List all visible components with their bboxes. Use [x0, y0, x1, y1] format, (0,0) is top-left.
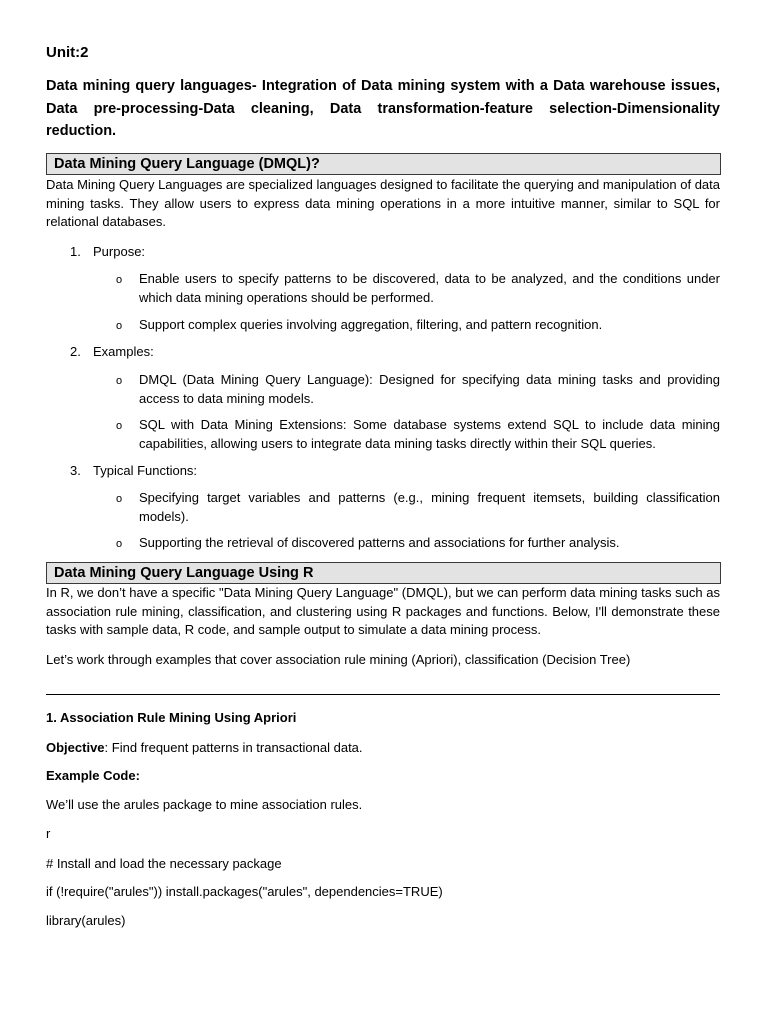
code-line: We’ll use the arules package to mine association rules. — [46, 797, 363, 812]
list-number: 2. — [70, 344, 81, 359]
objective-line — [46, 739, 363, 758]
code-line: r — [46, 826, 51, 841]
bullet-icon: o — [116, 420, 123, 432]
bullet-icon: o — [116, 375, 123, 387]
bullet-text: DMQL (Data Mining Query Language): Designed for specifying data mining tasks and providing access to data mining models. — [139, 372, 720, 406]
unit-label: Unit:2 — [46, 44, 89, 61]
list-item-label: Examples: — [93, 344, 154, 359]
bullet-icon: o — [116, 274, 123, 286]
bullet-text: Specifying target variables and patterns (e.g., mining frequent itemsets, building classification models). — [139, 490, 720, 524]
bullet-text: Support complex queries involving aggregation, filtering, and pattern recognition. — [139, 317, 603, 332]
objective-label: Objective — [46, 740, 105, 755]
section-heading-dmql: Data Mining Query Language (DMQL)? — [46, 153, 721, 175]
bullet-text: Enable users to specify patterns to be discovered, data to be analyzed, and the conditions under which data mining operations should be performed. — [139, 271, 720, 305]
bullet-text: SQL with Data Mining Extensions: Some database systems extend SQL to include data mining capabilities, allowing users to integrate data mining tasks directly within their SQL queries. — [139, 417, 720, 451]
code-line: library(arules) — [46, 913, 126, 928]
bullet-icon: o — [116, 320, 123, 332]
horizontal-rule — [46, 694, 720, 695]
list-item-label: Purpose: — [93, 244, 146, 259]
section-heading-dmql-r: Data Mining Query Language Using R — [46, 562, 721, 584]
bullet-icon: o — [116, 538, 123, 550]
list-item-label: Typical Functions: — [93, 463, 198, 478]
list-number: 1. — [70, 244, 81, 259]
objective-text: : Find frequent patterns in transactional data. — [104, 740, 363, 755]
code-line: if (!require("arules")) install.packages("arules", dependencies=TRUE) — [46, 884, 443, 899]
r-examples-paragraph: Let’s work through examples that cover association rule mining (Apriori), classification (Decision Tree) — [46, 652, 631, 667]
r-intro-paragraph: In R, we don’t have a specific "Data Mining Query Language" (DMQL), but we can perform data mining tasks such as association rule mining, classification, and clustering using R packages and functions. Below, I'll demonstrate these tasks with sample data, R code, and sample output to simulate a data mining process. — [46, 585, 720, 637]
bullet-icon: o — [116, 493, 123, 505]
bullet-text: Supporting the retrieval of discovered patterns and associations for further analysis. — [139, 535, 620, 550]
subsection-heading-apriori: 1. Association Rule Mining Using Apriori — [46, 710, 297, 725]
example-code-label: Example Code: — [46, 768, 140, 783]
dmql-intro-paragraph: Data Mining Query Languages are specialized languages designed to facilitate the querying and manipulation of data mining tasks. They allow users to express data mining operations in a more intuitive manner, similar to SQL for relational databases. — [46, 177, 720, 229]
document-title: Data mining query languages- Integration of Data mining system with a Data warehouse issues, Data pre-processing-Data cleaning, Data transformation-feature selection-Dimensionality reduction. — [46, 78, 720, 139]
list-number: 3. — [70, 463, 81, 478]
code-line: # Install and load the necessary package — [46, 856, 282, 871]
